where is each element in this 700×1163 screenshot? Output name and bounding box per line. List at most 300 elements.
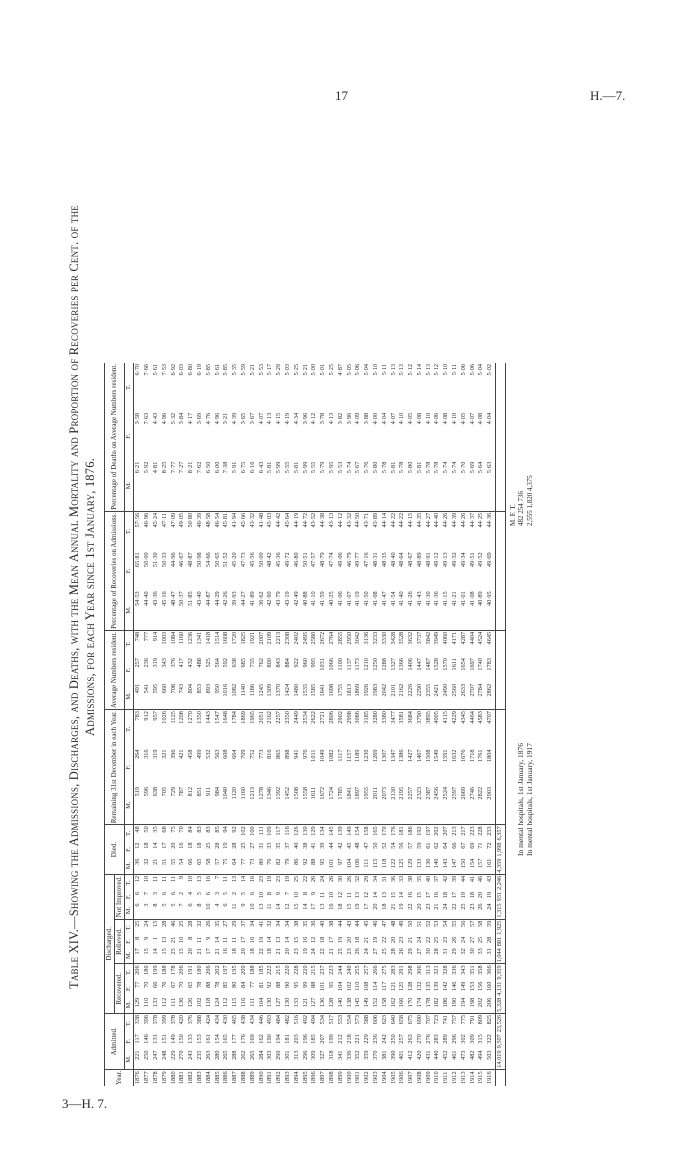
table-cell: 865: [275, 749, 283, 759]
table-cell: 19: [266, 874, 275, 891]
table-cell: 5·04: [363, 363, 371, 376]
table-cell: 10: [292, 891, 300, 899]
table-cell: 492: [302, 1013, 311, 1033]
table-cell: 5·17: [266, 363, 274, 376]
table-cell: 11: [161, 874, 170, 891]
table-cell: 2534: [302, 710, 311, 749]
table-cell: 237: [319, 964, 328, 981]
table-cell: 3·21: [222, 412, 230, 425]
table-cell: 11: [231, 903, 239, 910]
table-row: [178, 363, 187, 1086]
table-cell: 3185: [363, 710, 372, 749]
table-cell: 19: [459, 891, 467, 899]
table-cell: 2257: [275, 710, 284, 749]
table-cell: 198: [468, 997, 476, 1008]
year-cell: 1910: [433, 1069, 442, 1086]
mft-header-t: T.: [124, 511, 134, 551]
table-cell: 78: [213, 981, 221, 988]
mft-header-m: M.: [124, 858, 134, 875]
table-cell: 420: [415, 1050, 423, 1060]
table-cell: 44·42: [275, 511, 284, 551]
table-cell: 2490: [442, 683, 450, 697]
table-cell: 14: [275, 903, 283, 910]
table-cell: 2806: [328, 710, 337, 749]
table-cell: 1570: [442, 658, 450, 671]
table-cell: 41: [469, 874, 478, 891]
table-cell: 28: [161, 919, 170, 936]
table-cell: 6·03: [178, 363, 186, 376]
table-row: [266, 363, 275, 1086]
table-cell: 4005: [433, 710, 442, 749]
table-cell: 2073: [380, 786, 388, 800]
table-cell: 1869: [240, 710, 249, 749]
table-cell: 41·47: [380, 591, 388, 606]
table-cell: 48·64: [398, 552, 406, 568]
table-cell: 1452: [283, 786, 291, 800]
table-cell: 40·88: [301, 591, 309, 606]
table-cell: 55: [169, 858, 177, 865]
table-cell: 5·53: [257, 363, 265, 376]
table-cell: 265: [222, 1050, 230, 1060]
table-cell: 1755: [336, 683, 344, 697]
table-cell: 41·89: [248, 591, 256, 606]
table-cell: 4·13: [266, 412, 274, 425]
table-cell: 1724: [327, 786, 335, 800]
table-cell: 4·07: [257, 412, 265, 425]
table-cell: 5·21: [301, 363, 309, 376]
table-cell: 440: [433, 1050, 441, 1060]
table-cell: 42·26: [222, 591, 230, 606]
table-cell: 5·03: [283, 363, 291, 376]
year-cell: 1895: [302, 1069, 311, 1086]
table-cell: 44·15: [407, 511, 416, 551]
table-cell: 7·27: [178, 461, 186, 474]
table-cell: 4·19: [283, 412, 291, 425]
table-cell: 5·59: [239, 363, 247, 376]
year-cell: 1909: [425, 1069, 434, 1086]
table-cell: 12: [310, 936, 318, 944]
table-cell: 18: [187, 842, 195, 849]
table-cell: 129: [134, 997, 142, 1008]
table-cell: 110: [143, 997, 151, 1007]
table-cell: 359: [363, 1050, 371, 1060]
table-cell: 191: [187, 964, 196, 981]
total-cell: 23,526: [496, 1013, 506, 1033]
table-cell: 2784: [477, 683, 485, 697]
table-cell: 86: [292, 858, 300, 865]
table-cell: 664: [231, 749, 239, 759]
year-cell: 1888: [240, 1069, 249, 1086]
table-cell: 1632: [451, 749, 459, 763]
table-cell: 434: [214, 1013, 223, 1033]
table-cell: 378: [170, 1013, 179, 1033]
table-cell: 3895: [425, 710, 434, 749]
table-cell: 3136: [363, 630, 372, 657]
table-cell: 9: [239, 903, 247, 907]
table-cell: 960: [301, 658, 309, 668]
table-cell: 57·56: [134, 511, 143, 551]
table-cell: 44·38: [319, 511, 328, 551]
table-cell: 1424: [283, 683, 291, 697]
table-cell: 23: [442, 936, 450, 944]
table-cell: 45·64: [284, 511, 293, 551]
table-cell: 197: [222, 964, 231, 981]
table-cell: 26: [310, 874, 319, 891]
table-cell: 31: [381, 874, 390, 891]
table-cell: 14: [398, 891, 406, 899]
table-cell: 65: [195, 858, 203, 865]
table-cell: 4·76: [204, 412, 212, 425]
table-cell: 176: [390, 825, 399, 842]
table-cell: 140: [433, 858, 441, 869]
table-cell: 25: [477, 936, 485, 944]
table-cell: 1031: [319, 658, 327, 671]
table-cell: 9: [143, 936, 151, 940]
table-cell: 47·57: [310, 552, 318, 568]
table-cell: 488: [195, 658, 203, 668]
table-cell: 112: [160, 997, 168, 1007]
table-cell: 20: [239, 948, 247, 955]
table-cell: 1125: [170, 710, 179, 749]
table-cell: 606: [372, 1013, 381, 1033]
table-cell: 99: [301, 981, 309, 988]
table-cell: 1049: [319, 749, 327, 763]
table-cell: 176: [239, 1034, 247, 1044]
table-cell: 336: [451, 964, 460, 981]
table-cell: 1720: [231, 630, 240, 657]
table-cell: 1: [151, 936, 159, 940]
table-cell: 77: [134, 981, 142, 988]
table-cell: 516: [293, 1013, 302, 1033]
table-cell: 303: [266, 1050, 274, 1060]
table-cell: 5·14: [415, 363, 423, 376]
total-cell: 4,359: [496, 858, 506, 875]
table-cell: 4·10: [451, 412, 459, 425]
table-cell: 4645: [486, 630, 495, 657]
table-cell: 1804: [486, 749, 494, 763]
table-cell: 151: [160, 1034, 168, 1044]
table-cell: 4·09: [354, 412, 362, 425]
table-cell: 206: [178, 964, 187, 981]
table-cell: 11: [231, 936, 239, 943]
table-cell: 8·25: [160, 461, 168, 474]
table-cell: 264: [134, 749, 142, 759]
year-cell: 1897: [319, 1069, 328, 1086]
table-cell: 2130: [389, 786, 397, 800]
table-cell: 44·37: [469, 511, 478, 551]
table-cell: 101: [319, 981, 327, 992]
table-cell: 50·33: [160, 552, 168, 568]
table-cell: 54: [389, 842, 397, 849]
table-cell: 275: [381, 964, 390, 981]
table-cell: 17: [327, 936, 335, 944]
table-cell: 11: [319, 891, 327, 899]
table-cell: 321: [160, 749, 168, 759]
table-cell: 33: [398, 874, 407, 891]
table-cell: 399: [161, 1013, 170, 1033]
table-cell: 1040: [222, 786, 230, 800]
page-number: 17: [335, 88, 348, 103]
table-cell: 3·96: [345, 412, 353, 425]
table-cell: 33: [477, 948, 485, 955]
table-cell: 19: [222, 842, 230, 849]
table-cell: 78: [195, 981, 203, 988]
table-cell: 83: [205, 825, 214, 842]
table-cell: 853: [195, 683, 203, 694]
table-cell: 705: [160, 786, 168, 797]
table-cell: 12: [336, 891, 344, 899]
table-cell: 44·40: [433, 511, 442, 551]
table-cell: 1467: [415, 749, 423, 763]
table-cell: 44·22: [398, 511, 407, 551]
table-cell: 222: [266, 964, 275, 981]
table-cell: 7: [214, 874, 223, 891]
table-cell: 25: [459, 903, 467, 910]
table-cell: 26: [477, 903, 485, 910]
table-cell: 438: [240, 1013, 249, 1033]
table-row: [319, 363, 328, 1086]
table-row: [469, 363, 478, 1086]
table-cell: 2902: [337, 710, 346, 749]
table-cell: 5·80: [371, 461, 379, 474]
year-cell: 1882: [187, 1069, 196, 1086]
table-cell: 190: [451, 997, 459, 1008]
table-cell: 298: [407, 964, 416, 981]
table-cell: 396: [169, 749, 177, 759]
table-cell: 88: [204, 981, 212, 988]
table-cell: 147: [451, 858, 459, 869]
table-cell: 5: [160, 903, 168, 907]
note-1876-values: 482 254 736: [516, 491, 525, 526]
table-row: [249, 363, 258, 1086]
table-cell: 1278: [257, 786, 265, 800]
table-cell: 8·21: [187, 461, 195, 474]
table-cell: 36: [310, 919, 319, 936]
table-cell: 14: [240, 874, 249, 891]
table-cell: 2622: [310, 710, 319, 749]
table-cell: 25: [239, 842, 247, 849]
table-cell: 3: [151, 891, 159, 896]
table-cell: 49·51: [468, 552, 476, 568]
table-cell: 25: [134, 919, 143, 936]
table-cell: 4·04: [380, 412, 388, 425]
table-cell: 26: [205, 919, 214, 936]
table-cell: 13: [354, 891, 362, 899]
table-cell: 316: [143, 749, 151, 759]
table-row: [477, 363, 486, 1086]
table-cell: 44·40: [143, 591, 151, 606]
table-cell: 5·06: [459, 363, 467, 376]
table-cell: 431: [424, 1050, 432, 1060]
table-cell: 47: [363, 842, 371, 849]
table-cell: 3·88: [363, 412, 371, 425]
table-cell: 20: [371, 903, 379, 910]
table-cell: 1208: [178, 710, 187, 749]
title-line-1: Table XIV.—Showing the Admissions, Discharges, and Deaths, with the Mean Annual Mortality and Proportion of Recoveries per Cent. of the: [67, 205, 81, 989]
table-cell: 6·16: [248, 461, 256, 474]
table-cell: 995: [310, 658, 318, 668]
table-cell: 658: [398, 1013, 407, 1033]
table-cell: 203: [292, 1034, 300, 1044]
table-cell: 452: [442, 1050, 450, 1060]
table-cell: 27: [468, 936, 476, 944]
table-cell: 51: [160, 858, 168, 865]
table-cell: 27: [222, 919, 231, 936]
table-row: [433, 363, 442, 1086]
table-cell: 49·13: [442, 552, 450, 568]
table-cell: 48·40: [389, 552, 397, 568]
table-cell: 76: [160, 981, 168, 988]
table-cell: 2669: [459, 786, 467, 800]
table-row: [398, 363, 407, 1086]
table-cell: 199: [152, 964, 161, 981]
table-cell: 207: [319, 1034, 327, 1044]
table-cell: 7: [178, 903, 186, 907]
table-cell: 43: [486, 874, 495, 891]
year-cell: 1899: [337, 1069, 346, 1086]
table-cell: 5·64: [477, 461, 485, 474]
table-cell: 130: [302, 825, 311, 842]
table-cell: 4: [213, 903, 221, 907]
table-cell: 16: [249, 874, 258, 891]
year-cell: 1903: [372, 1069, 381, 1086]
table-cell: 213: [451, 825, 460, 842]
table-cell: 1084: [170, 630, 179, 657]
table-cell: 1245: [257, 683, 265, 697]
table-cell: 161: [204, 1034, 212, 1044]
table-cell: 15: [389, 891, 397, 899]
table-cell: 97: [336, 858, 344, 865]
table-cell: 5·04: [477, 363, 485, 376]
table-cell: 1608: [222, 630, 231, 657]
mft-header-m: M.: [124, 461, 134, 512]
page-reference: H.—7.: [590, 88, 626, 103]
table-cell: 46·80: [292, 552, 300, 568]
table-cell: 984: [213, 786, 221, 797]
table-cell: 23: [258, 874, 267, 891]
table-cell: 21: [213, 948, 221, 955]
table-cell: 67: [459, 842, 467, 849]
table-cell: 212: [336, 1034, 344, 1044]
table-cell: 178: [424, 997, 432, 1008]
table-cell: 1558: [301, 786, 309, 800]
table-cell: 777: [143, 630, 152, 657]
table-cell: 4·10: [398, 412, 406, 425]
table-row: [363, 363, 372, 1086]
table-cell: 20: [283, 948, 291, 955]
table-cell: 13: [160, 936, 168, 944]
table-cell: 1137: [345, 658, 353, 671]
year-cell: 1913: [460, 1069, 469, 1086]
table-cell: 288: [231, 1050, 239, 1060]
table-cell: 17: [160, 842, 168, 849]
table-cell: 6·43: [257, 461, 265, 474]
table-cell: 5·81: [415, 461, 423, 474]
table-cell: 573: [354, 1013, 363, 1033]
table-cell: 20: [415, 903, 423, 910]
table-cell: 109: [266, 825, 275, 842]
table-cell: 128: [407, 981, 415, 992]
table-cell: 140: [336, 997, 344, 1008]
table-cell: 3477: [390, 710, 399, 749]
table-cell: 44·39: [451, 511, 460, 551]
year-cell: 1907: [407, 1069, 416, 1086]
table-cell: 1514: [214, 630, 223, 657]
table-cell: 32: [143, 858, 151, 865]
total-cell: [496, 683, 506, 710]
table-cell: 1591: [442, 749, 450, 763]
table-cell: 12: [134, 842, 142, 849]
table-cell: 146: [143, 1034, 151, 1044]
total-cell: 1,998: [496, 841, 506, 857]
table-cell: 623: [381, 1013, 390, 1033]
year-cell: 1878: [152, 1069, 161, 1086]
table-cell: 161: [486, 858, 494, 869]
table-cell: 95: [319, 858, 327, 865]
table-row: [425, 363, 434, 1086]
year-cell: 1916: [486, 1069, 495, 1086]
table-cell: 401: [398, 1050, 406, 1060]
table-cell: 376: [169, 658, 177, 668]
table-cell: 197: [425, 825, 434, 842]
table-cell: 15: [345, 903, 353, 910]
total-cell: 931: [496, 891, 506, 902]
table-cell: 16: [407, 891, 415, 899]
table-cell: 7·66: [143, 363, 151, 376]
mft-header-m: M.: [124, 1049, 134, 1069]
table-cell: 46·67: [178, 552, 186, 568]
table-cell: 24: [143, 919, 152, 936]
table-cell: 15: [152, 919, 161, 936]
table-cell: 1347: [389, 749, 397, 763]
year-cell: 1906: [398, 1069, 407, 1086]
table-cell: 180: [143, 964, 152, 981]
table-cell: 38: [407, 874, 416, 891]
table-cell: 136: [178, 997, 186, 1008]
table-cell: 20: [477, 891, 485, 899]
table-cell: 1547: [214, 710, 223, 749]
table-cell: 8: [266, 891, 274, 896]
table-cell: 313: [292, 1050, 300, 1060]
table-cell: 48·47: [169, 591, 177, 606]
table-cell: 16: [327, 903, 335, 910]
table-cell: 5·06: [354, 363, 362, 376]
table-cell: 5·21: [248, 363, 256, 376]
table-cell: 207: [442, 825, 451, 842]
table-cell: 1350: [196, 710, 205, 749]
table-cell: 19: [371, 936, 379, 944]
table-cell: 14: [371, 891, 379, 899]
table-cell: 5·02: [486, 363, 494, 376]
table-cell: 13: [257, 903, 265, 910]
table-cell: 1160: [178, 630, 187, 657]
table-cell: 202: [477, 997, 485, 1008]
table-cell: 19: [486, 891, 494, 899]
table-cell: 7·77: [169, 461, 177, 474]
table-cell: 2162: [398, 683, 406, 697]
year-cell: 1885: [214, 1069, 223, 1086]
year-cell: 1891: [266, 1069, 275, 1086]
table-cell: 186: [442, 997, 450, 1008]
table-cell: 6: [169, 891, 177, 896]
table-cell: 322: [486, 1034, 494, 1044]
table-cell: 1508: [292, 786, 300, 800]
table-cell: 160: [486, 981, 494, 992]
table-cell: 30: [337, 874, 346, 891]
table-cell: 50·00: [143, 552, 151, 568]
table-cell: 2323: [415, 786, 423, 800]
table-cell: 5·00: [310, 363, 318, 376]
